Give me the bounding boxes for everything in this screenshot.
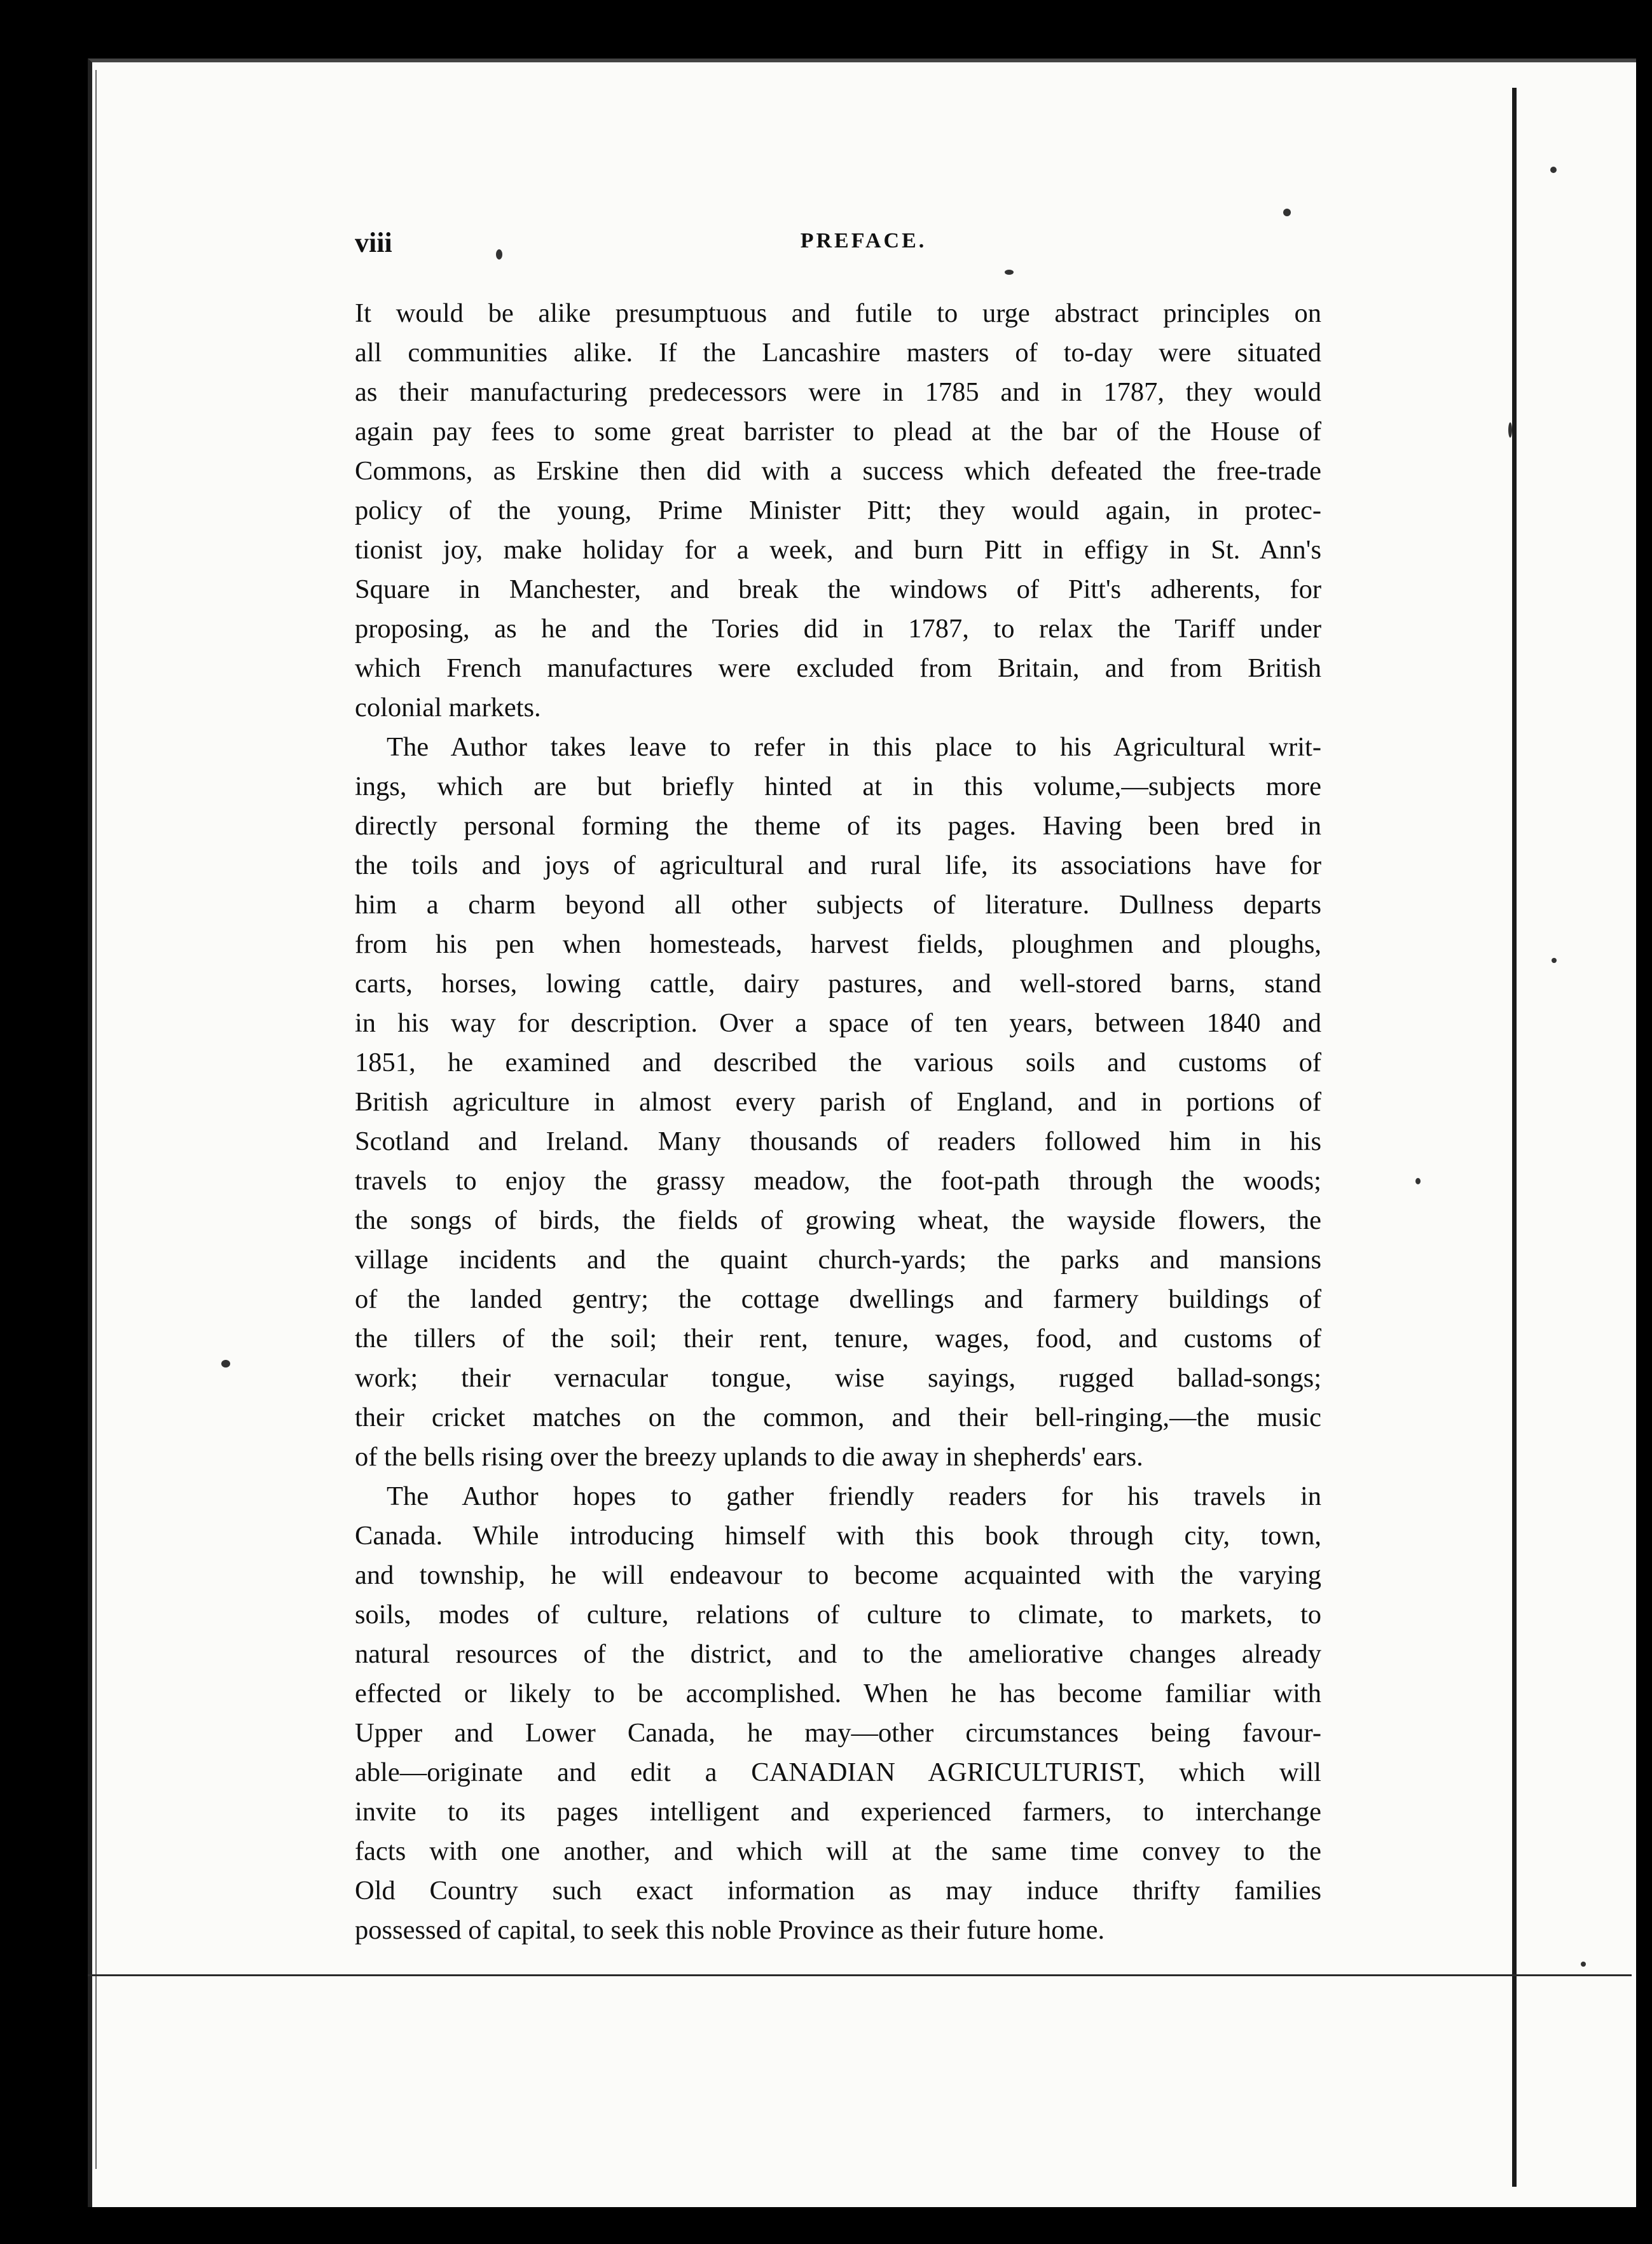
text-line: him a charm beyond all other subjects of literature. Dullness departs (355, 890, 1321, 920)
page-number: viii (355, 227, 392, 258)
text-line: policy of the young, Prime Minister Pitt; they would again, in protec- (355, 495, 1321, 525)
text-line: The Author takes leave to refer in this place to his Agricultural writ- (387, 732, 1321, 762)
text-line: Canada. While introducing himself with this book through city, town, (355, 1521, 1321, 1551)
scan-speck (1508, 422, 1512, 438)
page-edge-right (1512, 88, 1517, 2187)
text-line: Scotland and Ireland. Many thousands of readers followed him in his (355, 1126, 1321, 1156)
scan-speck (1283, 209, 1291, 216)
text-line: Commons, as Erskine then did with a success which defeated the free-trade (355, 456, 1321, 486)
page-gutter-shadow (95, 70, 97, 2169)
scan-speck (1005, 270, 1014, 275)
scan-speck (1552, 958, 1557, 963)
text-line: village incidents and the quaint church-yards; the parks and mansions (355, 1245, 1321, 1275)
text-line: in his way for description. Over a space of ten years, between 1840 and (355, 1008, 1321, 1038)
text-line: Old Country such exact information as may induce thrifty families (355, 1876, 1321, 1906)
text-line: the toils and joys of agricultural and rural life, its associations have for (355, 850, 1321, 880)
text-line: tionist joy, make holiday for a week, and burn Pitt in effigy in St. Ann's (355, 535, 1321, 565)
text-line: again pay fees to some great barrister to plead at the bar of the House of (355, 417, 1321, 447)
text-line: ings, which are but briefly hinted at in this volume,—subjects more (355, 772, 1321, 801)
text-line: travels to enjoy the grassy meadow, the foot-path through the woods; (355, 1166, 1321, 1196)
text-line: proposing, as he and the Tories did in 1787, to relax the Tariff under (355, 614, 1321, 644)
scan-speck (1550, 167, 1557, 173)
text-line: possessed of capital, to seek this noble Province as their future home. (355, 1915, 1105, 1945)
text-line: The Author hopes to gather friendly readers for his travels in (387, 1481, 1321, 1511)
text-line: facts with one another, and which will at the same time convey to the (355, 1836, 1321, 1866)
scan-bottom-rule (88, 1974, 1632, 1976)
paragraph-3 (355, 1477, 1321, 1950)
text-line: carts, horses, lowing cattle, dairy pastures, and well-stored barns, stand (355, 969, 1321, 999)
paragraph-1 (355, 294, 1321, 728)
text-line: the songs of birds, the fields of growing wheat, the wayside flowers, the (355, 1205, 1321, 1235)
preface-body (355, 294, 1321, 1950)
running-title: PREFACE. (800, 229, 927, 253)
paragraph-2 (355, 728, 1321, 1477)
text-line: work; their vernacular tongue, wise sayings, rugged ballad-songs; (355, 1363, 1321, 1393)
text-line: directly personal forming the theme of its pages. Having been bred in (355, 811, 1321, 841)
scan-speck (1415, 1178, 1421, 1184)
text-line: colonial markets. (355, 693, 541, 723)
scan-speck (1581, 1962, 1586, 1967)
text-line: which French manufactures were excluded from Britain, and from British (355, 653, 1321, 683)
text-line: as their manufacturing predecessors were in 1785 and in 1787, they would (355, 377, 1321, 407)
running-head (355, 226, 1423, 265)
text-line: 1851, he examined and described the various soils and customs of (355, 1048, 1321, 1077)
text-line: all communities alike. If the Lancashire masters of to-day were situated (355, 338, 1321, 368)
text-line: Square in Manchester, and break the windows of Pitt's adherents, for (355, 574, 1321, 604)
text-line: soils, modes of culture, relations of culture to climate, to markets, to (355, 1600, 1321, 1630)
text-line: natural resources of the district, and to the ameliorative changes already (355, 1639, 1321, 1669)
text-line: and township, he will endeavour to become acquainted with the varying (355, 1560, 1321, 1590)
text-line: from his pen when homesteads, harvest fields, ploughmen and ploughs, (355, 929, 1321, 959)
scan-speck (221, 1360, 230, 1368)
text-line: of the landed gentry; the cottage dwellings and farmery buildings of (355, 1284, 1321, 1314)
text-line: of the bells rising over the breezy uplands to die away in shepherds' ears. (355, 1442, 1143, 1472)
text-line: able—originate and edit a CANADIAN AGRICULTURIST, which will (355, 1757, 1321, 1787)
text-line: British agriculture in almost every parish of England, and in portions of (355, 1087, 1321, 1117)
text-line: effected or likely to be accomplished. When he has become familiar with (355, 1679, 1321, 1708)
text-line: the tillers of the soil; their rent, tenure, wages, food, and customs of (355, 1324, 1321, 1354)
text-line: their cricket matches on the common, and their bell-ringing,—the music (355, 1402, 1321, 1432)
text-line: invite to its pages intelligent and experienced farmers, to interchange (355, 1797, 1321, 1827)
text-line: It would be alike presumptuous and futile to urge abstract principles on (355, 298, 1321, 328)
text-line: Upper and Lower Canada, he may—other circumstances being favour- (355, 1718, 1321, 1748)
